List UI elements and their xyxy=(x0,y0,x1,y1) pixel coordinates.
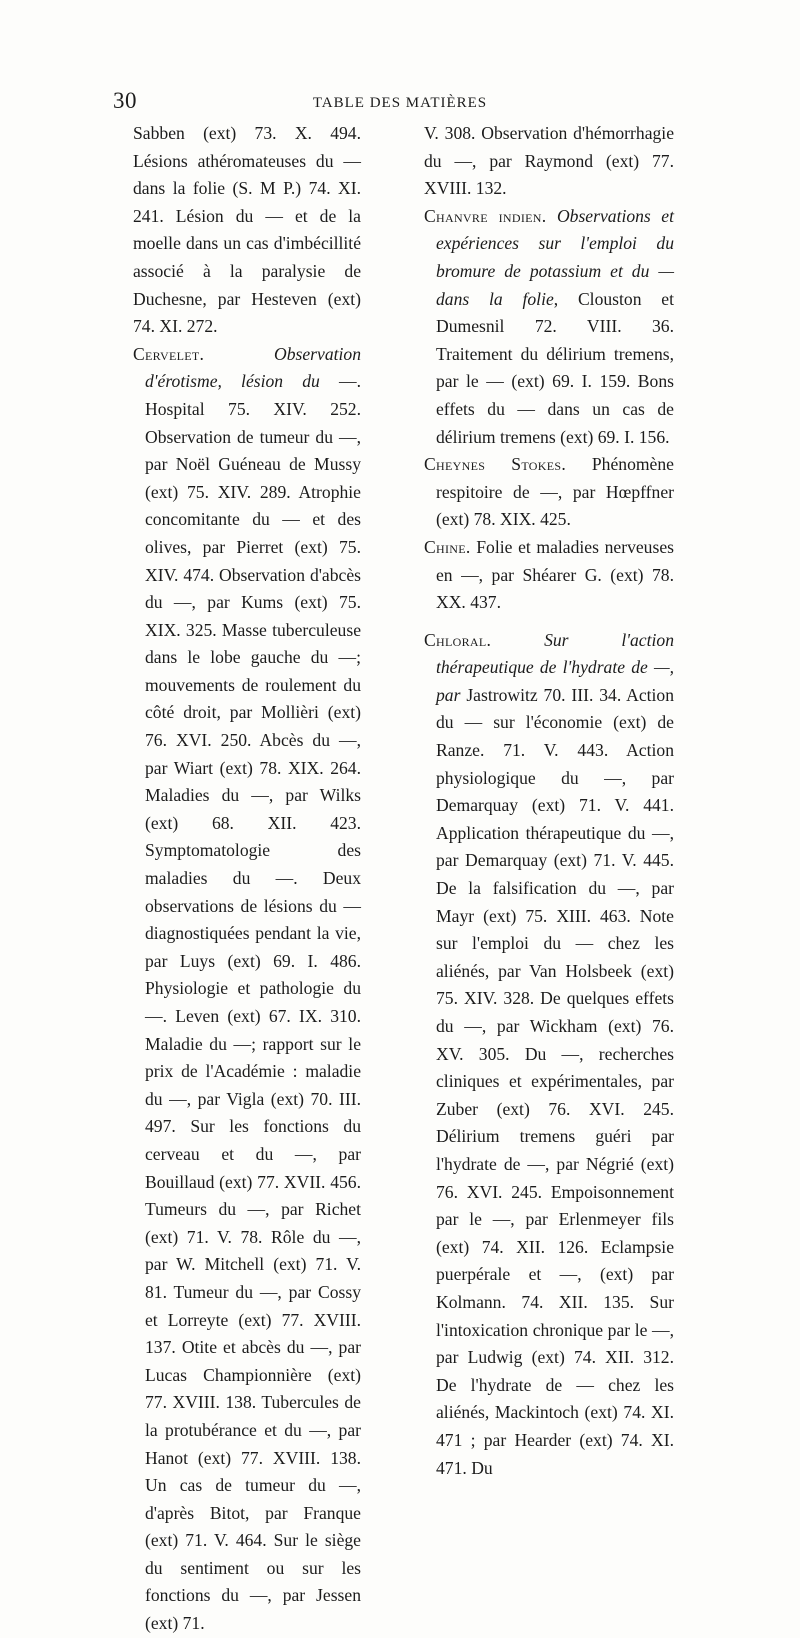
entry-text: , Clouston et Dumesnil 72. VIII. 36. Traitement du délirium tremens, par le — (ext) 69. I. 159. Bons effets du — dans un cas de délirium tremens (ext) 69. I. 156. xyxy=(436,288,674,447)
entry-text: —. Hospital 75. XIV. 252. Observation de tumeur du —, par Noël Guéneau de Mussy (ext) 75. XIV. 289. Atrophie concomitante du — et des olives, par Pierret (ext) 75. XIV. 474. Observation d'abcès du —, par Kums (ext) 75. XIX. 325. Masse tuberculeuse dans le lobe gauche du —; mouvements de roulement du côté droit, par Mollièri (ext) 76. XVI. 250. Abcès du —, par Wiart (ext) 78. XIX. 264. Maladies du —, par Wilks (ext) 68. XII. 423. Symptomatologie des maladies du —. Deux observations de lésions du — diagnostiquées pendant la vie, par Luys (ext) 69. I. 486. Physiologie et pathologie du —. Leven (ext) 67. IX. 310. Maladie du —; rapport sur le prix de l'Académie : maladie du —, par Vigla (ext) 70. III. 497. Sur les fonctions du cerveau et du —, par Bouillaud (ext) 77. XVII. 456. Tumeurs du —, par Richet (ext) 71. V. 78. Rôle du —, par W. Mitchell (ext) 71. V. 81. Tumeur du —, par Cossy et Lorreyte (ext) 77. XVIII. 137. Otite et abcès du —, par Lucas Championnière (ext) 77. XVIII. 138. Tubercules de la protubérance et du —, par Hanot (ext) 77. XVIII. 138. Un cas de tumeur du —, d'après Bitot, par Franque (ext) 71. V. 464. Sur le siège du sentiment ou sur les fonctions du —, par Jessen (ext) 71. xyxy=(145,371,361,1634)
entry-headword: Chanvre indien. xyxy=(424,205,547,226)
index-entry-chanvre-indien xyxy=(424,203,674,451)
continuation-text: Sabben (ext) 73. X. 494. Lésions athéromateuses du — dans la folie (S. M P.) 74. XI. 241. Lésion du — et de la moelle dans un cas d'imbécillité associé à la paralysie de Duchesne, par Hesteven (ext) 74. XI. 272. xyxy=(133,123,361,337)
index-entry-cervelet xyxy=(133,341,361,1638)
continuation-text: V. 308. Observation d'hémorrhagie du —, par Raymond (ext) 77. XVIII. 132. xyxy=(424,123,674,199)
entry-headword: Cervelet. xyxy=(133,343,205,364)
entry-text: Jastrowitz 70. III. 34. Action du — sur l'économie (ext) de Ranze. 71. V. 443. Action physiologique du —, par Demarquay (ext) 71. V. 441. Application thérapeutique du —, par Demarquay (ext) 71. V. 445. De la falsification du —, par Mayr (ext) 75. XIII. 463. Note sur l'emploi du — chez les aliénés, par Van Holsbeek (ext) 75. XIV. 328. De quelques effets du —, par Wickham (ext) 76. XV. 305. Du —, recherches cliniques et expérimentales, par Zuber (ext) 76. XVI. 245. Délirium tremens guéri par l'hydrate de —, par Négrié (ext) 76. XVI. 245. Empoisonnement par le —, par Erlenmeyer fils (ext) 74. XII. 126. Eclampsie puerpérale et —, (ext) par Kolmann. 74. XII. 135. Sur l'intoxication chronique par le —, par Ludwig (ext) 74. XII. 312. De l'hydrate de — chez les aliénés, Mackintoch (ext) 74. XI. 471 ; par Hearder (ext) 74. XI. 471. Du xyxy=(436,684,674,1478)
left-column xyxy=(133,120,361,1638)
entry-italic-text: Sur l'action thérapeutique de l'hydrate de —, par xyxy=(436,629,674,705)
index-entry-chloral xyxy=(424,627,674,1482)
running-title: TABLE DES MATIÈRES xyxy=(312,95,488,111)
index-entry-chine xyxy=(424,534,674,617)
entry-text: Folie et maladies nerveuses en —, par Shéarer G. (ext) 78. XX. 437. xyxy=(436,536,674,613)
entry-italic-text: Observations et expériences sur l'emploi du bromure de potassium et du — dans la folie xyxy=(436,205,674,309)
entry-text: Phénomène respitoire de —, par Hœpffner (ext) 78. XIX. 425. xyxy=(436,454,674,530)
right-column xyxy=(424,120,674,1482)
entry-headword: Cheynes Stokes. xyxy=(424,454,567,475)
entry-headword: Chloral. xyxy=(424,629,492,650)
index-entry-cheynes-stokes xyxy=(424,451,674,534)
entry-italic-text: Observation d'érotisme, lésion du xyxy=(145,343,361,392)
entry-headword: Chine. xyxy=(424,536,471,557)
page-number: 30 xyxy=(113,88,137,113)
